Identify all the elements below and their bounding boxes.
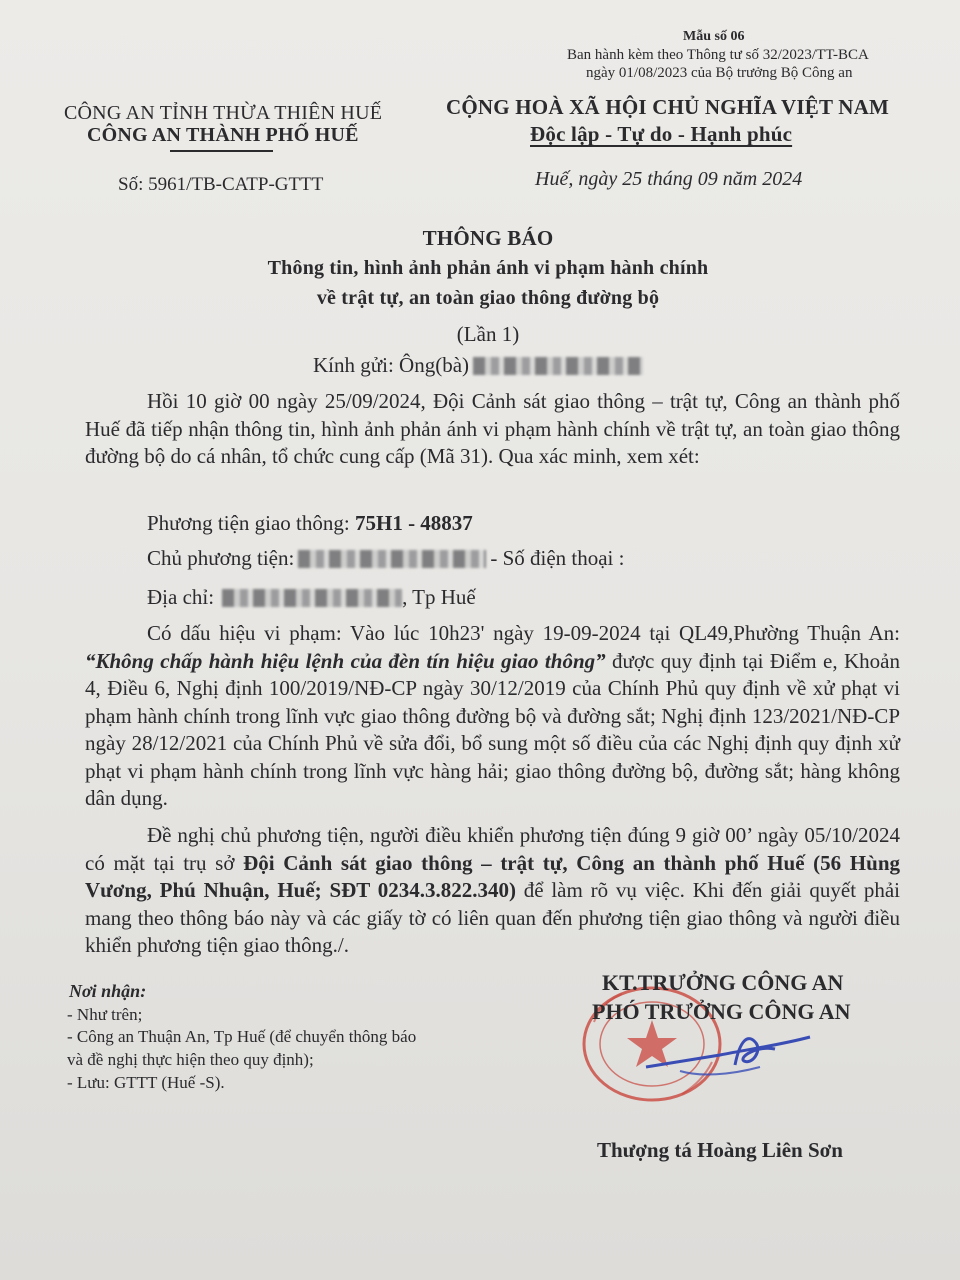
- request-text-b: để làm rõ vụ việc. Khi đến giải quyết phải mang theo thông báo này và các giấy tờ có liên quan đến phương tiện giao thông và người điều khiển phương tiện giao thông./.: [85, 878, 900, 957]
- signer-role-1: KT.TRƯỞNG CÔNG AN: [602, 970, 844, 995]
- address-label: Địa chỉ:: [147, 585, 215, 609]
- document-reference: Số: 5961/TB-CATP-GTTT: [118, 174, 324, 195]
- nation-motto: Độc lập - Tự do - Hạnh phúc: [530, 122, 793, 146]
- handwritten-signature-icon: [640, 1015, 815, 1085]
- nation-title: CỘNG HOÀ XÃ HỘI CHỦ NGHĨA VIỆT NAM: [446, 95, 889, 119]
- owner-label: Chủ phương tiện:: [147, 546, 295, 570]
- recipients-line-3: và đề nghị thực hiện theo quy định);: [67, 1050, 314, 1069]
- recipients-line-2: - Công an Thuận An, Tp Huế (để chuyển thông báo: [67, 1027, 417, 1046]
- agency-name: CÔNG AN THÀNH PHỐ HUẾ: [87, 124, 359, 146]
- paragraph-violation: [85, 620, 900, 813]
- paragraph-request: [85, 822, 900, 960]
- request-text-a: Đề nghị chủ phương tiện, người điều khiển phương tiện đúng 9 giờ 00’ ngày 05/10/2024 có mặt tại trụ sở: [85, 823, 900, 875]
- vehicle-label: Phương tiện giao thông:: [147, 511, 355, 535]
- violation-text-a: Có dấu hiệu vi phạm: Vào lúc 10h23' ngày 19-09-2024 tại QL49,Phường Thuận An:: [147, 621, 900, 645]
- violation-name: “Không chấp hành hiệu lệnh của đèn tín hiệu giao thông”: [85, 648, 606, 673]
- form-issued-line1: Ban hành kèm theo Thông tư số 32/2023/TT-BCA: [567, 47, 869, 63]
- request-office: Đội Cảnh sát giao thông – trật tự, Công an thành phố Huế (56 Hùng Vương, Phú Nhuận, Huế; SĐT 0234.3.822.340): [85, 850, 901, 902]
- recipients-line-4: - Lưu: GTTT (Huế -S).: [67, 1073, 225, 1092]
- signer-role-2: PHÓ TRƯỞNG CÔNG AN: [592, 999, 851, 1024]
- signer-name: Thượng tá Hoàng Liên Sơn: [597, 1138, 843, 1162]
- recipients-line-1: - Như trên;: [67, 1005, 143, 1024]
- owner-line: [147, 545, 624, 572]
- document-date: Huế, ngày 25 tháng 09 năm 2024: [535, 168, 803, 190]
- vehicle-line: [147, 510, 473, 537]
- form-issued-line2: ngày 01/08/2023 của Bộ trưởng Bộ Công an: [586, 65, 853, 81]
- notice-subtitle-1: Thông tin, hình ảnh phản ánh vi phạm hành chính: [267, 257, 709, 279]
- paragraph-intro: [85, 388, 900, 471]
- addressee-label: Kính gửi: Ông(bà): [313, 353, 470, 377]
- notice-title: THÔNG BÁO: [422, 226, 554, 250]
- address-tail: , Tp Huế: [402, 585, 476, 609]
- address-line: [147, 584, 476, 611]
- vehicle-plate: 75H1 - 48837: [354, 511, 473, 535]
- redacted-address: [222, 589, 402, 607]
- notice-subtitle-2: về trật tự, an toàn giao thông đường bộ: [316, 287, 660, 309]
- addressee-line: [313, 352, 643, 379]
- violation-text-b: được quy định tại Điểm e, Khoản 4, Điều 6, Nghị định 100/2019/NĐ-CP ngày 30/12/2019 của Chính Phủ quy định về xử phạt vi phạm hành chính trong lĩnh vực giao thông đường bộ và đường sắt; Nghị định 123/2021/NĐ-CP ngày 28/12/2021 của Chính Phủ về sửa đổi, bổ sung một số điều của các Nghị định quy định xử phạt vi phạm hành chính trong lĩnh vực hàng hải; giao thông đường bộ, đường sắt; hàng không dân dụng.: [85, 648, 900, 810]
- agency-parent: CÔNG AN TỈNH THỪA THIÊN HUẾ: [64, 102, 383, 124]
- paragraph-intro-text: Hồi 10 giờ 00 ngày 25/09/2024, Đội Cảnh sát giao thông – trật tự, Công an thành phố Huế đã tiếp nhận thông tin, hình ảnh phản ánh vi phạm hành chính về trật tự, an toàn giao thông đường bộ do cá nhân, tổ chức cung cấp (Mã 31). Qua xác minh, xem xét:: [85, 389, 900, 468]
- phone-label: - Số điện thoại :: [490, 546, 625, 570]
- agency-underline: [170, 150, 273, 152]
- redacted-name: [473, 357, 643, 375]
- redacted-owner: [298, 550, 486, 568]
- form-number: Mẫu số 06: [683, 29, 745, 44]
- notice-round: (Lần 1): [456, 322, 520, 346]
- recipients-title: Nơi nhận:: [69, 981, 147, 1001]
